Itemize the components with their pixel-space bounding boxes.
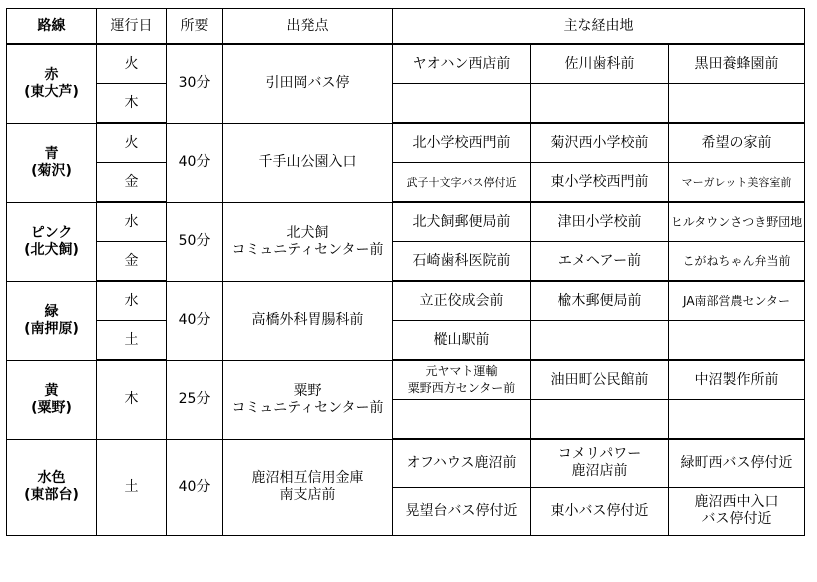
stop-cell: 東小学校西門前	[531, 163, 669, 203]
origin-text: 南支店前	[279, 487, 336, 503]
stop-text: バス停付近	[701, 511, 772, 527]
stop-cell: 油田町公民館前	[531, 360, 669, 400]
table-row	[7, 123, 805, 163]
route-area: (東大芦)	[24, 83, 79, 100]
day-cell: 土	[97, 439, 167, 535]
header-duration: 所要	[167, 9, 223, 45]
table-row	[7, 44, 805, 84]
stop-cell: オフハウス鹿沼前	[393, 439, 531, 487]
stop-cell: 菊沢西小学校前	[531, 123, 669, 163]
stop-cell	[669, 487, 805, 535]
duration-cell: 40分	[167, 123, 223, 202]
stop-text: 鹿沼西中入口	[694, 494, 779, 510]
table-row	[7, 321, 805, 361]
route-name-cell	[7, 281, 97, 360]
origin-cell	[223, 360, 393, 439]
route-area: (南押原)	[24, 320, 79, 337]
route-name-cell	[7, 360, 97, 439]
origin-text: 粟野	[293, 382, 322, 399]
header-route: 路線	[7, 9, 97, 45]
origin-text: 北犬飼	[286, 224, 329, 241]
stop-cell: 中沼製作所前	[669, 360, 805, 400]
stop-cell: 津田小学校前	[531, 202, 669, 242]
duration-cell: 40分	[167, 281, 223, 360]
origin-cell	[223, 281, 393, 360]
route-name: 青	[44, 145, 59, 162]
route-table	[6, 8, 805, 536]
route-area: (粟野)	[31, 399, 72, 416]
route-name-cell	[7, 202, 97, 281]
stop-cell: 武子十文字バス停付近	[393, 163, 531, 203]
day-cell: 水	[97, 202, 167, 242]
day-cell: 木	[97, 360, 167, 439]
route-name: 緑	[44, 303, 59, 320]
stop-cell: ヒルタウンさつき野団地	[669, 202, 805, 242]
route-name-cell	[7, 44, 97, 123]
stop-cell: 石崎歯科医院前	[393, 242, 531, 282]
day-cell: 火	[97, 123, 167, 163]
stop-cell: 樅山駅前	[393, 321, 531, 361]
duration-cell: 50分	[167, 202, 223, 281]
table-row	[7, 84, 805, 124]
day-cell: 火	[97, 44, 167, 84]
origin-text: 鹿沼相互信用金庫	[251, 470, 364, 486]
stop-cell	[669, 84, 805, 124]
duration-cell: 25分	[167, 360, 223, 439]
table-row	[7, 163, 805, 203]
header-days: 運行日	[97, 9, 167, 45]
stop-cell: こがねちゃん弁当前	[669, 242, 805, 282]
stop-cell	[531, 400, 669, 440]
stop-cell	[531, 439, 669, 487]
origin-text: 引田岡バス停	[265, 75, 350, 92]
stop-cell	[531, 321, 669, 361]
stop-cell: 北犬飼郵便局前	[393, 202, 531, 242]
route-area: (菊沢)	[31, 162, 72, 179]
table-row	[7, 202, 805, 242]
origin-text: 千手山公園入口	[258, 154, 357, 170]
stop-cell: 東小バス停付近	[531, 487, 669, 535]
day-cell: 金	[97, 242, 167, 282]
stop-cell: 晃望台バス停付近	[393, 487, 531, 535]
stop-cell	[393, 360, 531, 400]
stop-text: 鹿沼店前	[571, 463, 628, 480]
stop-cell: 佐川歯科前	[531, 44, 669, 84]
stop-cell	[531, 84, 669, 124]
origin-cell	[223, 202, 393, 281]
stop-cell: JA南部営農センター	[669, 281, 805, 321]
stop-cell	[669, 321, 805, 361]
table-row	[7, 439, 805, 487]
stop-cell: 立正佼成会前	[393, 281, 531, 321]
stop-cell	[393, 84, 531, 124]
day-cell: 木	[97, 84, 167, 124]
route-name-cell	[7, 439, 97, 535]
duration-cell: 40分	[167, 439, 223, 535]
origin-text: コミュニティセンター前	[231, 241, 384, 258]
route-name-cell	[7, 123, 97, 202]
stop-cell: 黒田養蜂園前	[669, 44, 805, 84]
stop-cell: ヤオハン西店前	[393, 44, 531, 84]
day-cell: 金	[97, 163, 167, 203]
stop-cell: マーガレット美容室前	[669, 163, 805, 203]
duration-cell: 30分	[167, 44, 223, 123]
stop-cell: 北小学校西門前	[393, 123, 531, 163]
origin-text: 高橋外科胃腸科前	[251, 312, 364, 328]
header-row	[7, 9, 805, 45]
origin-text: コミュニティセンター前	[231, 399, 384, 416]
table-row	[7, 242, 805, 282]
stop-cell: 緑町西バス停付近	[669, 439, 805, 487]
route-name: 水色	[37, 470, 66, 486]
route-name: ピンク	[30, 224, 73, 241]
stop-cell: エメヘアー前	[531, 242, 669, 282]
stop-cell: 希望の家前	[669, 123, 805, 163]
table-row	[7, 360, 805, 400]
origin-cell	[223, 44, 393, 123]
origin-cell	[223, 123, 393, 202]
stop-text: 粟野西方センター前	[407, 381, 516, 395]
route-name: 黄	[44, 382, 59, 399]
header-via: 主な経由地	[393, 9, 805, 45]
day-cell: 水	[97, 281, 167, 321]
origin-cell	[223, 439, 393, 535]
route-name: 赤	[44, 66, 59, 83]
day-cell: 土	[97, 321, 167, 361]
stop-cell	[393, 400, 531, 440]
stop-text: コメリパワー	[557, 446, 642, 463]
header-origin: 出発点	[223, 9, 393, 45]
route-area: (北犬飼)	[24, 241, 79, 258]
stop-text: 元ヤマト運輸	[425, 364, 498, 378]
stop-cell: 楡木郵便局前	[531, 281, 669, 321]
route-area: (東部台)	[24, 487, 79, 503]
stop-cell	[669, 400, 805, 440]
table-row	[7, 281, 805, 321]
